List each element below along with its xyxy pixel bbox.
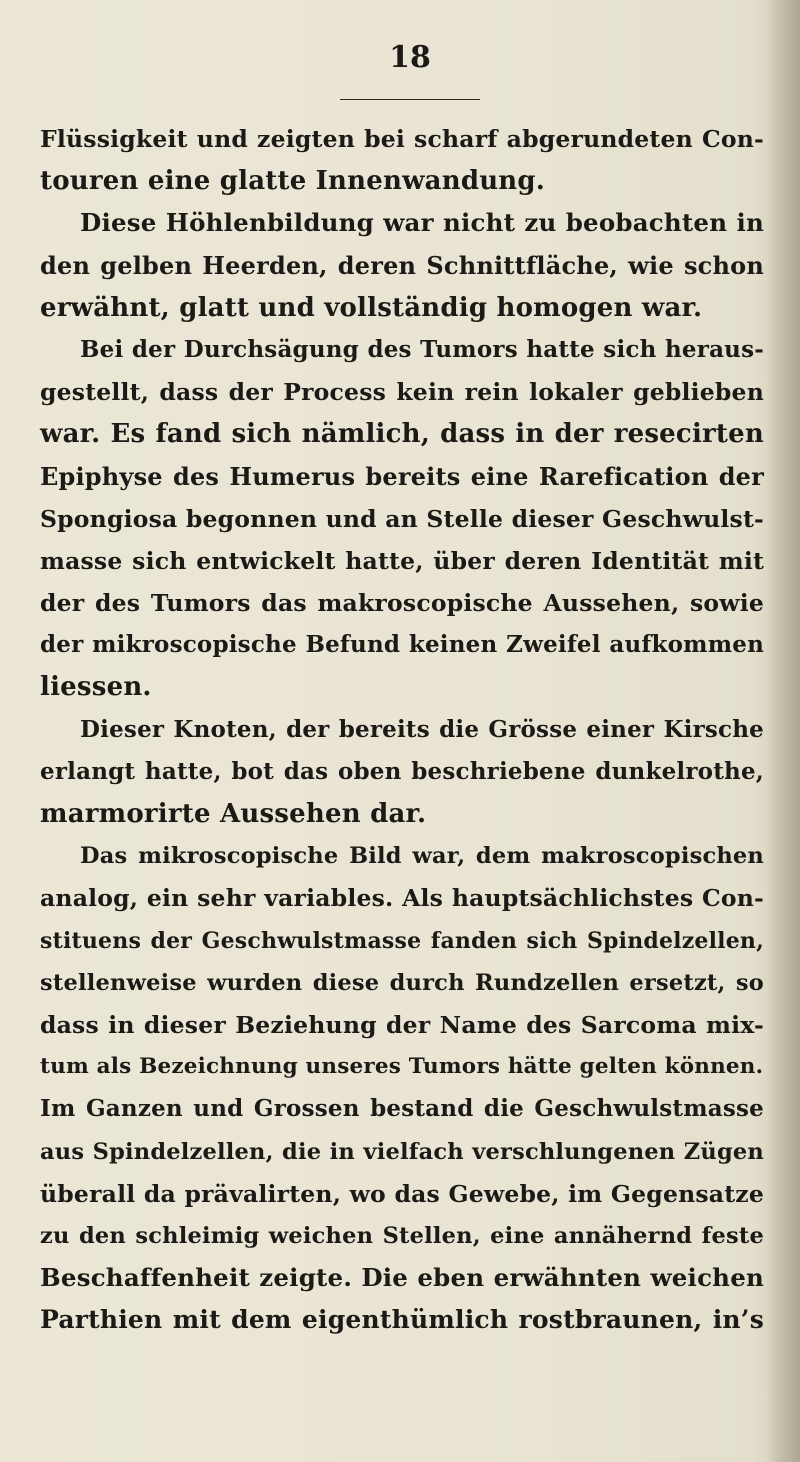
- text-line: Beschaffenheit zeigte. Die eben erwähnten weichen: [40, 1263, 764, 1293]
- text-line: touren eine glatte Innenwandung.: [40, 166, 546, 197]
- text-line: erlangt hatte, bot das oben beschriebene dunkelrothe,: [40, 757, 764, 785]
- body-text: [40, 118, 764, 1341]
- text-line: stellenweise wurden diese durch Rundzellen ersetzt, so: [40, 969, 764, 996]
- text-line: Parthien mit dem eigenthümlich rostbraunen, in’s: [40, 1305, 764, 1335]
- text-line: analog, ein sehr variables. Als hauptsächlichstes Con-: [40, 884, 764, 913]
- text-line: war. Es fand sich nämlich, dass in der resecirten: [40, 419, 764, 450]
- text-line: Spongiosa begonnen und an Stelle dieser Geschwulst-: [40, 504, 764, 533]
- text-line: Epiphyse des Humerus bereits eine Rarefication der: [40, 461, 764, 491]
- text-line: Dieser Knoten, der bereits die Grösse einer Kirsche: [80, 715, 764, 743]
- text-line: gestellt, dass der Process kein rein lokaler geblieben: [40, 378, 764, 407]
- text-line: tum als Bezeichnung unseres Tumors hätte gelten können.: [40, 1054, 764, 1080]
- text-line: dass in dieser Beziehung der Name des Sarcoma mix-: [40, 1010, 764, 1039]
- text-line: stituens der Geschwulstmasse fanden sich Spindelzellen,: [40, 927, 764, 954]
- text-line: Flüssigkeit und zeigten bei scharf abgerundeten Con-: [40, 125, 764, 153]
- text-line: erwähnt, glatt und vollständig homogen war.: [40, 292, 703, 323]
- page-number-rule: [340, 99, 480, 100]
- text-line: zu den schleimig weichen Stellen, eine annähernd feste: [40, 1222, 764, 1249]
- text-line: liessen.: [40, 672, 152, 703]
- text-line: Diese Höhlenbildung war nicht zu beobachten in: [80, 208, 764, 238]
- text-line: der mikroscopische Befund keinen Zweifel aufkommen: [40, 631, 764, 659]
- text-line: überall da prävalirten, wo das Gewebe, im Gegensatze: [40, 1179, 764, 1208]
- text-line: masse sich entwickelt hatte, über deren Identität mit: [40, 546, 764, 575]
- text-line: Bei der Durchsägung des Tumors hatte sich heraus-: [80, 335, 764, 363]
- text-line: marmorirte Aussehen dar.: [40, 799, 427, 829]
- page-number: 18: [389, 40, 431, 75]
- text-line: Das mikroscopische Bild war, dem makroscopischen: [80, 843, 764, 870]
- text-line: Im Ganzen und Grossen bestand die Geschwulstmasse: [40, 1095, 764, 1123]
- text-line: aus Spindelzellen, die in vielfach verschlungenen Zügen: [40, 1138, 764, 1165]
- text-line: der des Tumors das makroscopische Aussehen, sowie: [40, 589, 764, 618]
- text-line: den gelben Heerden, deren Schnittfläche, wie schon: [40, 250, 764, 280]
- page-gutter-shadow: [766, 0, 800, 1462]
